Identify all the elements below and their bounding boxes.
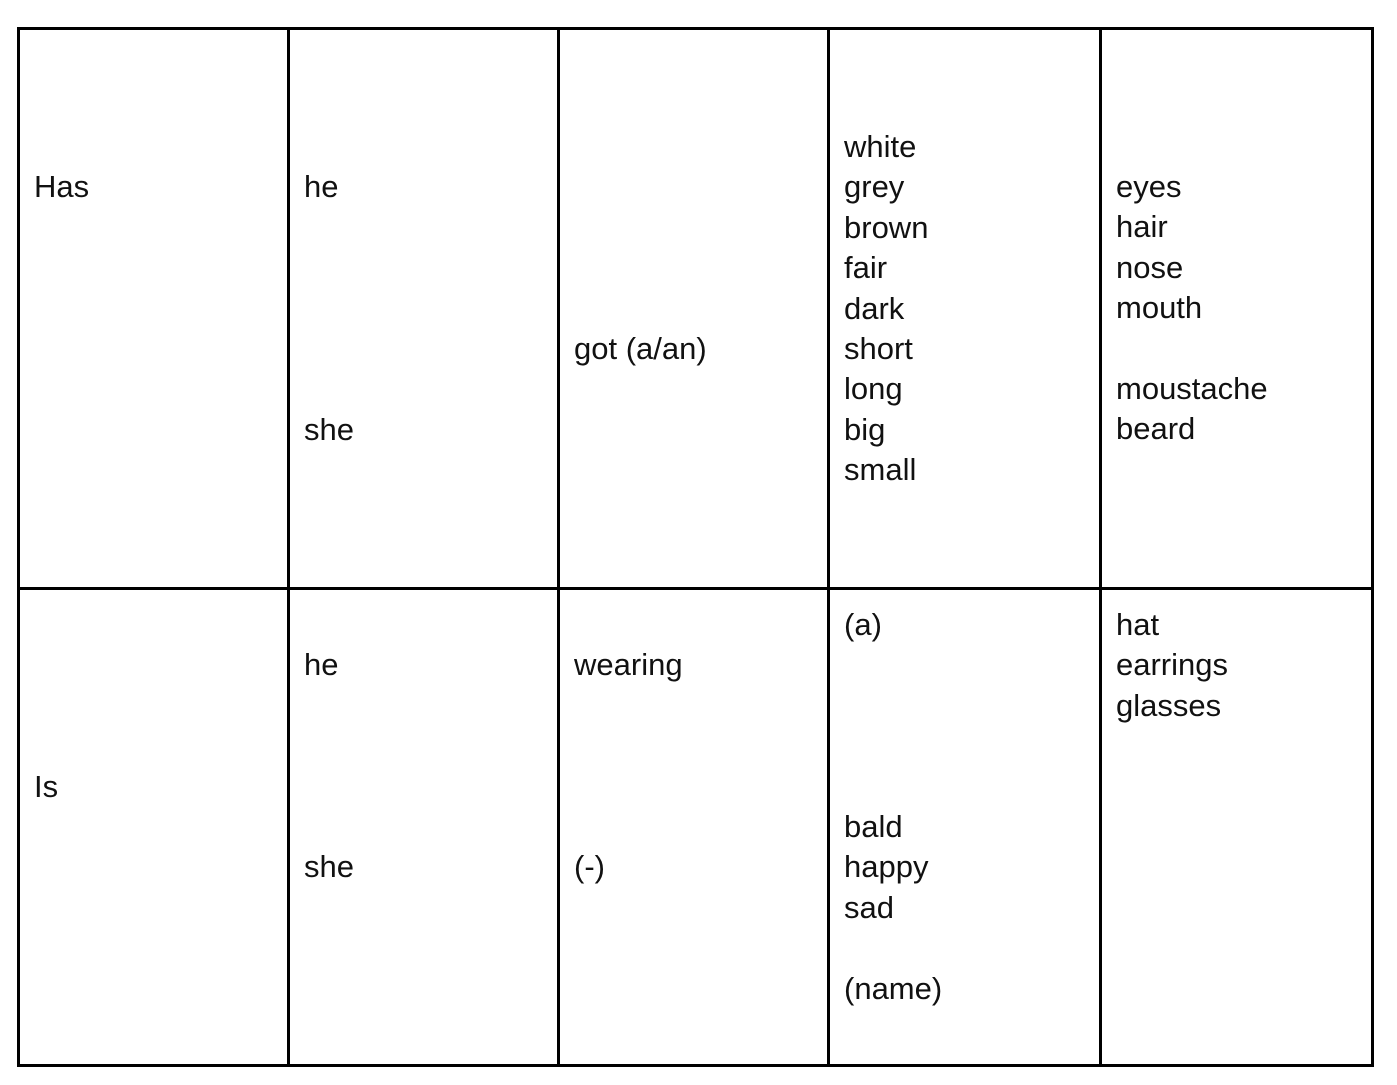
word-list-item: big [844, 411, 886, 447]
row-has-verb: got (a/an) [574, 331, 707, 366]
word-list-item: happy [844, 849, 929, 885]
word-list-item: beard [1116, 411, 1196, 447]
word-list-gap [844, 928, 942, 968]
row-is-adjective-list [844, 807, 942, 1009]
table-column-divider-2 [557, 27, 560, 1067]
table-border-left [17, 27, 20, 1067]
table-column-divider-3 [827, 27, 830, 1067]
table-column-divider-1 [287, 27, 290, 1067]
row-has-adjective-list [844, 127, 928, 491]
table-border-top [17, 27, 1374, 30]
word-list-item: short [844, 330, 913, 366]
row-is-noun-list [1116, 605, 1228, 726]
word-list-item: (name) [844, 970, 943, 1006]
table-row-divider [17, 587, 1374, 590]
word-list-item: hair [1116, 209, 1168, 245]
word-list-item: hat [1116, 607, 1160, 642]
table-border-bottom [17, 1064, 1374, 1067]
word-list-item: sad [844, 889, 894, 925]
row-has-noun-list [1116, 167, 1268, 450]
table-column-divider-4 [1099, 27, 1102, 1067]
word-list-item: bald [844, 809, 903, 844]
word-list-item: fair [844, 250, 888, 286]
row-has-pronoun-he: he [304, 169, 339, 204]
row-is-article: (a) [844, 607, 882, 642]
word-list-item: mouth [1116, 290, 1203, 326]
word-list-item: eyes [1116, 169, 1182, 204]
row-is-verb-wearing: wearing [574, 647, 683, 682]
word-list-item: grey [844, 169, 905, 205]
row-has-pronoun-she: she [304, 412, 354, 447]
row-is-pronoun-she: she [304, 849, 354, 884]
word-list-item: dark [844, 290, 905, 326]
row-is-lead: Is [34, 769, 59, 804]
word-list-gap [1116, 329, 1268, 369]
word-list-item: small [844, 452, 917, 488]
word-list-item: white [844, 129, 917, 164]
word-list-item: moustache [1116, 370, 1268, 406]
row-has-lead: Has [34, 169, 90, 204]
row-is-pronoun-he: he [304, 647, 339, 682]
row-is-verb-none: (-) [574, 849, 605, 884]
word-list-item: glasses [1116, 687, 1222, 723]
word-list-item: earrings [1116, 647, 1228, 683]
table-border-right [1371, 27, 1374, 1067]
word-list-item: long [844, 371, 903, 407]
word-list-item: nose [1116, 249, 1184, 285]
word-list-item: brown [844, 209, 929, 245]
